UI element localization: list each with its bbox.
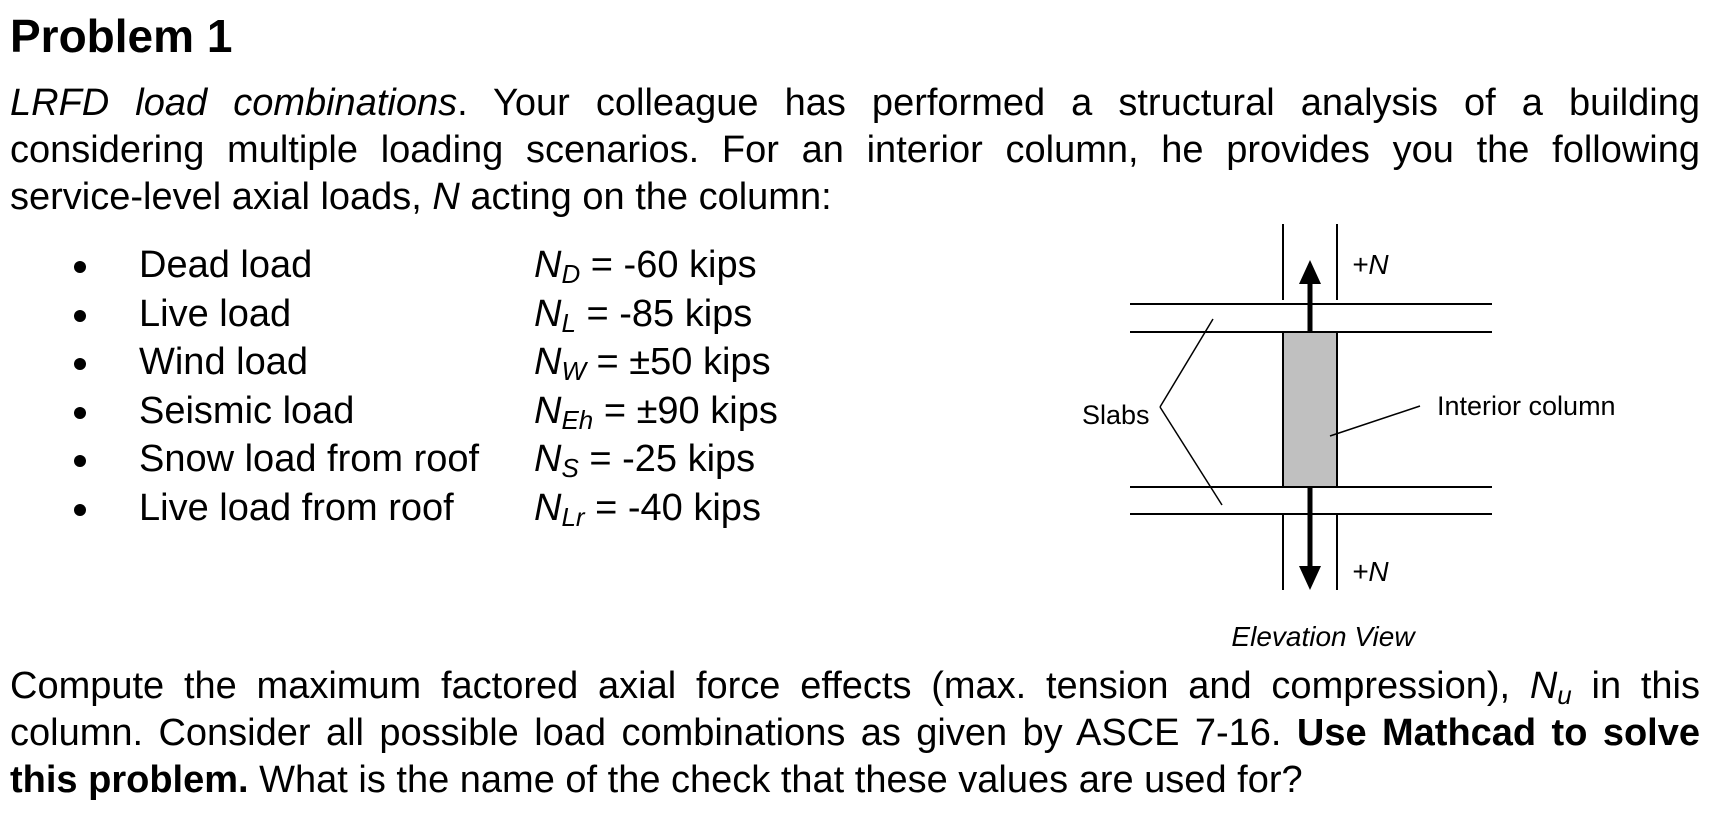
bottom-force-label: +N: [1352, 556, 1389, 587]
load-subscript: Eh: [561, 404, 594, 435]
elevation-diagram: [1070, 222, 1630, 652]
load-value: [534, 484, 761, 533]
load-subscript: Lr: [561, 501, 585, 532]
intro-line3-a: service-level axial loads,: [10, 176, 433, 218]
diagram-caption: Elevation View: [1231, 621, 1415, 652]
interior-column-label: Interior column: [1437, 391, 1616, 421]
question-line-3: [10, 757, 1700, 804]
load-amount: = -40 kips: [584, 486, 761, 529]
load-symbol: N: [534, 486, 562, 529]
question-line1-a: Compute the maximum factored axial force effects (max. tension and compression),: [10, 665, 1530, 707]
load-amount: = -60 kips: [580, 244, 757, 286]
bullet-icon: [74, 407, 86, 419]
question-symbol: N: [1529, 665, 1558, 707]
bullet-icon: [74, 358, 86, 370]
intro-paragraph: [10, 80, 1700, 221]
load-label: Wind load: [139, 341, 308, 383]
bullet-icon: [74, 261, 86, 273]
intro-line-2: considering multiple loading scenarios. For an interior column, he provides you the following: [10, 129, 1700, 171]
load-value: [534, 290, 752, 339]
question-paragraph: [10, 663, 1700, 804]
bullet-icon: [74, 310, 86, 322]
slabs-label: Slabs: [1082, 400, 1150, 430]
slabs-leader-bottom: [1160, 407, 1222, 505]
intro-lead-italic: LRFD load combinations: [10, 82, 458, 124]
load-label: Snow load from roof: [139, 438, 480, 480]
load-subscript: D: [561, 259, 581, 289]
load-subscript: W: [561, 356, 586, 386]
load-label: Seismic load: [139, 389, 355, 432]
load-value: [534, 241, 757, 290]
load-label: Live load from roof: [139, 486, 454, 529]
question-line1-b: in this: [1571, 665, 1700, 707]
load-symbol: N: [534, 438, 562, 480]
load-symbol: N: [534, 244, 562, 286]
load-symbol: N: [534, 389, 562, 432]
intro-line-1: [10, 80, 1700, 127]
load-amount: = -25 kips: [578, 438, 756, 480]
load-symbol: N: [534, 341, 562, 383]
bullet-icon: [74, 504, 86, 516]
load-value: [534, 435, 755, 484]
column-leader: [1330, 406, 1420, 436]
intro-line-3: [10, 174, 1700, 221]
load-amount: = ±50 kips: [586, 341, 771, 383]
page-title: Problem 1: [10, 10, 233, 62]
load-label: Dead load: [139, 244, 313, 286]
load-amount: = ±90 kips: [593, 389, 778, 432]
intro-line3-b: acting on the column:: [459, 176, 832, 218]
load-subscript: S: [561, 453, 579, 483]
question-line-1: [10, 663, 1700, 710]
load-value: [534, 387, 778, 436]
question-line3-rest: What is the name of the check that these values are used for?: [248, 759, 1303, 801]
load-amount: = -85 kips: [575, 292, 753, 335]
load-symbol: N: [534, 292, 562, 335]
intro-line3-symbol: N: [432, 176, 460, 218]
load-label: Live load: [139, 292, 292, 335]
question-line-2: [10, 710, 1700, 757]
question-line3-bold: this problem.: [10, 759, 249, 801]
arrow-down-icon: [1299, 566, 1321, 590]
top-force-label: +N: [1352, 249, 1389, 280]
question-subscript: u: [1557, 680, 1572, 710]
question-line2-bold: Use Mathcad to solve: [1296, 712, 1700, 754]
load-value: [534, 338, 771, 387]
interior-column: [1283, 332, 1337, 487]
intro-line1-rest: . Your colleague has performed a structural analysis of a building: [457, 82, 1700, 124]
question-line2-a: column. Consider all possible load combinations as given by ASCE 7-16.: [10, 712, 1297, 754]
load-subscript: L: [561, 307, 576, 338]
bullet-icon: [74, 455, 86, 467]
arrow-up-icon: [1299, 260, 1321, 284]
